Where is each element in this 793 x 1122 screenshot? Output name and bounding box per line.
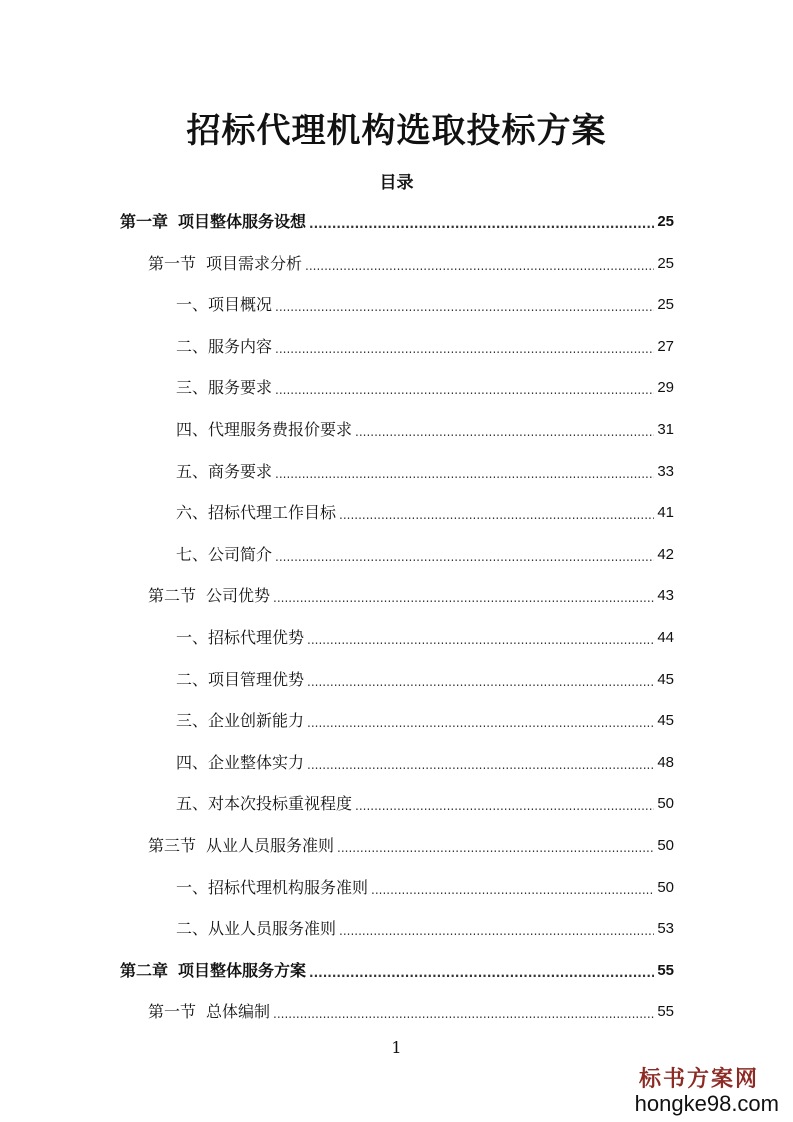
toc-entry-text: 企业整体实力 [208, 752, 305, 772]
toc-entry-label [148, 586, 270, 606]
toc-entry[interactable] [120, 957, 674, 981]
toc-entry[interactable] [176, 541, 674, 565]
toc-entry-page: 53 [657, 920, 674, 938]
toc-entry-label [176, 794, 352, 814]
toc-entry-label [148, 836, 334, 856]
toc-entry-number: 五、 [176, 461, 209, 481]
toc-entry[interactable] [176, 333, 674, 357]
toc-entry-number: 二、 [176, 336, 209, 356]
toc-dot-leader [307, 715, 654, 731]
toc-entry[interactable] [176, 915, 674, 939]
toc-entry-label [176, 670, 304, 690]
toc-entry-text: 招标代理优势 [208, 628, 305, 647]
toc-entry-text: 商务要求 [208, 461, 273, 481]
toc-dot-leader [339, 507, 654, 523]
toc-entry-text: 项目管理优势 [208, 669, 305, 689]
toc-entry-page: 42 [657, 545, 674, 563]
toc-entry-text: 代理服务费报价要求 [208, 420, 353, 439]
toc-entry-page: 45 [657, 712, 674, 730]
toc-dot-leader [337, 840, 654, 856]
toc-entry-number: 一、 [176, 877, 209, 897]
toc-entry-text: 项目整体服务设想 [178, 212, 307, 231]
toc-dot-leader [307, 757, 654, 773]
toc-dot-leader [309, 965, 654, 981]
toc-dot-leader [275, 549, 654, 565]
toc-entry-number: 第二章 [120, 960, 169, 980]
toc-entry-number: 二、 [176, 669, 209, 689]
toc-entry[interactable] [148, 582, 674, 606]
toc-entry-text: 对本次投标重视程度 [208, 794, 353, 814]
toc-entry-page: 44 [657, 629, 674, 646]
toc-entry[interactable] [120, 208, 674, 232]
toc-entry-number: 第一章 [120, 212, 169, 231]
toc-entry-label [176, 462, 272, 482]
toc-entry-number: 七、 [176, 544, 209, 564]
toc-entry[interactable] [176, 790, 674, 814]
toc-entry-number: 一、 [176, 628, 209, 647]
toc-entry-page: 55 [657, 1003, 674, 1021]
toc-dot-leader [275, 382, 654, 398]
toc-dot-leader [371, 882, 654, 898]
toc-entry[interactable] [176, 707, 674, 731]
toc-dot-leader [275, 299, 654, 315]
toc-entry-number: 四、 [176, 420, 209, 439]
toc-entry-number: 三、 [176, 711, 209, 731]
toc-entry-label [176, 628, 304, 648]
toc-entry[interactable] [176, 749, 674, 773]
toc-dot-leader [305, 258, 654, 274]
toc-heading: 目录 [379, 173, 414, 193]
toc-entry-number: 三、 [176, 378, 209, 398]
toc-entry-text: 公司简介 [208, 544, 273, 564]
toc-entry-label [176, 337, 272, 357]
toc-entry-number: 四、 [176, 752, 209, 772]
toc-entry-text: 从业人员服务准则 [208, 919, 337, 939]
toc-dot-leader [275, 466, 654, 482]
toc-entry-text: 招标代理工作目标 [208, 503, 337, 523]
watermark-url: hongke98.com [634, 1091, 779, 1116]
toc-entry-text: 企业创新能力 [208, 711, 305, 731]
toc-entry-text: 招标代理机构服务准则 [208, 877, 369, 897]
toc-dot-leader [307, 674, 654, 690]
toc-dot-leader [339, 923, 654, 939]
toc-entry[interactable] [176, 874, 674, 898]
toc-entry-text: 从业人员服务准则 [206, 836, 335, 855]
toc-entry-label [176, 711, 304, 731]
toc-entry-page: 25 [657, 296, 674, 314]
toc-entry[interactable] [176, 499, 674, 523]
toc-dot-leader [355, 424, 654, 440]
toc-entry-text: 公司优势 [206, 586, 271, 606]
toc-entry-text: 项目概况 [208, 295, 273, 315]
toc-entry-page: 55 [657, 961, 674, 979]
toc-entry-text: 服务要求 [208, 378, 273, 398]
toc-entry[interactable] [176, 291, 674, 315]
toc-entry-label [176, 919, 336, 939]
toc-entry-label [120, 961, 306, 981]
toc-entry-text: 服务内容 [208, 336, 273, 356]
toc-entry-page: 29 [657, 379, 674, 397]
toc-entry-label [176, 295, 272, 315]
toc-entry[interactable] [148, 998, 674, 1022]
toc-entry-page: 33 [657, 462, 674, 480]
toc-entry[interactable] [176, 666, 674, 690]
toc-entry[interactable] [176, 416, 674, 440]
toc-entry-page: 50 [657, 878, 674, 896]
toc-entry-number: 五、 [176, 794, 209, 814]
toc-entry-text: 项目整体服务方案 [178, 960, 307, 980]
toc-entry-label [176, 753, 304, 773]
toc-entry-number: 一、 [176, 295, 209, 315]
toc-entry-label [176, 503, 336, 523]
toc-entry-label [120, 212, 306, 232]
toc-dot-leader [309, 216, 654, 232]
toc-entry-label [148, 1002, 270, 1022]
toc-entry-page: 25 [657, 213, 674, 230]
toc-entry-label [148, 254, 302, 274]
toc-entry-number: 第三节 [148, 836, 197, 855]
toc-entry[interactable] [148, 250, 674, 274]
page-number: 1 [391, 1038, 402, 1057]
toc-entry-number: 第一节 [148, 1002, 197, 1022]
watermark [635, 1066, 779, 1116]
toc-entry-label [176, 545, 272, 565]
toc-entry-page: 25 [657, 254, 674, 272]
toc-entry-label [176, 878, 368, 898]
toc-dot-leader [275, 341, 654, 357]
toc-dot-leader [273, 1006, 654, 1022]
toc-entry-number: 二、 [176, 919, 209, 939]
toc-entry-page: 31 [657, 421, 674, 438]
toc-entry-page: 41 [657, 504, 674, 522]
toc-entry-page: 43 [657, 587, 674, 605]
toc-entry-number: 第二节 [148, 586, 197, 606]
toc-entry-number: 第一节 [148, 253, 197, 273]
toc-entry[interactable] [176, 458, 674, 482]
toc-entry[interactable] [176, 374, 674, 398]
toc-dot-leader [273, 590, 654, 606]
toc-dot-leader [307, 632, 654, 648]
watermark-name: 标书方案网 [638, 1066, 759, 1092]
toc-entry-page: 45 [657, 670, 674, 688]
toc-entry[interactable] [176, 624, 674, 648]
toc-entry-label [176, 420, 352, 440]
toc-entry-label [176, 378, 272, 398]
toc-entry-text: 总体编制 [206, 1002, 271, 1022]
toc-entry[interactable] [148, 832, 674, 856]
toc-entry-page: 27 [657, 337, 674, 355]
toc-entry-number: 六、 [176, 503, 209, 523]
toc-entry-page: 50 [657, 837, 674, 854]
toc-entry-page: 48 [657, 753, 674, 771]
toc-entry-text: 项目需求分析 [206, 253, 303, 273]
document-title: 招标代理机构选取投标方案 [186, 111, 607, 151]
toc-entry-page: 50 [657, 795, 674, 813]
toc-dot-leader [355, 798, 654, 814]
